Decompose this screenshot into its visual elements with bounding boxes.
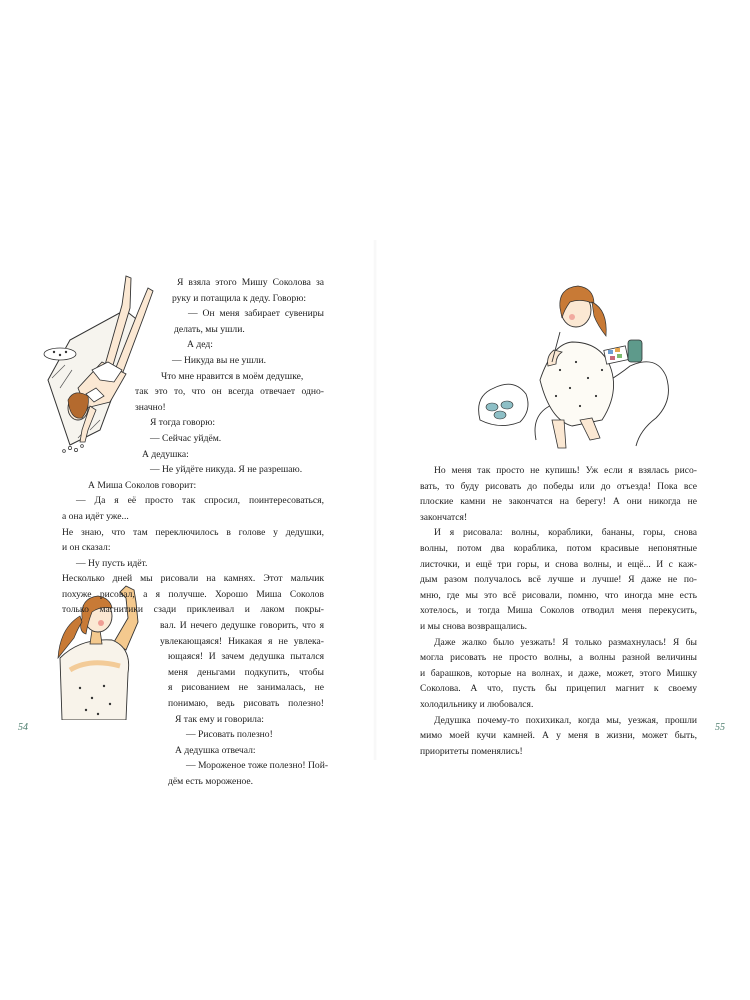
text-line: — Ну пусть идёт. [76,557,148,569]
text-line: Я взяла этого Мишу Соколова за [177,277,324,288]
page-number-left: 54 [18,722,28,733]
text-line: понимаю, ведь рисовать полезно! [168,698,324,710]
right-page [375,0,750,1000]
text-line: Соколова. А что, пусть бы прицепил магнит к своему [420,683,697,695]
text-line: А дедушка отвечал: [175,744,256,756]
text-line: Несколько дней мы рисовали на камнях. Этот мальчик [62,573,324,585]
left-page-text [62,275,329,790]
text-line: ющаяся! И зачем дедушка пытался [168,651,324,663]
text-line: мню, где мы это всё рисовали, помню, что иногда мне есть [420,589,697,601]
text-line: дём есть мороженое. [168,776,254,787]
text-line: — Да я её просто так спросил, поинтересоваться, [76,495,324,507]
text-line: волны, потом два кораблика, потом красивые непонятные [420,542,697,554]
text-line: значно! [135,401,166,413]
text-line: Я тогда говорю: [150,417,216,429]
text-line: увлекающаяся! Никакая я не увлека- [160,635,324,647]
text-line: Я так ему и говорила: [175,713,264,725]
text-line: я рисованием не занималась, не [168,682,324,694]
text-line: так это то, что он всегда отвечает одно- [135,386,324,398]
text-line: дым разом получалось всё лучше и лучше! Я даже не по- [420,574,697,586]
page-number-right: 55 [715,722,725,733]
text-line: листочки, и ещё три горы, и снова волны, и ещё... И с каж- [420,558,697,570]
text-line: меня деньгами подкупить, чтобы [168,666,324,678]
text-line: — Мороженое тоже полезно! Пой- [186,760,329,772]
text-line: мимо моей кучи камней. А у меня в жизни, может быть, [420,730,697,742]
text-line: Даже жалко было уезжать! Я только размахнулась! Я бы [434,636,697,648]
text-line: приоритеты поменялись! [420,745,523,757]
text-line: — Он меня забирает сувениры [188,308,324,320]
text-line: холодильнику и любовался. [420,698,534,710]
right-page-text [420,463,697,759]
text-line: и мы снова возвращались. [420,620,528,632]
text-line: плоские камни не закончатся на берегу! А они никогда не [420,496,697,508]
text-line: Но меня так просто не купишь! Уж если я взялась рисо- [434,465,697,476]
text-line: — Сейчас уйдём. [150,432,222,444]
text-line: могла рисовать не просто волны, а волны разной величины [420,652,697,664]
text-line: и барашков, которые на волнах, и даже, может, этого Мишку [420,667,697,679]
text-line: А Миша Соколов говорит: [88,479,197,491]
text-line: — Не уйдёте никуда. Я не разрешаю. [150,464,303,476]
text-line: хотелось, и тогда Миша Соколов отводил меня перекусить, [420,605,697,617]
text-line: — Рисовать полезно! [186,729,273,741]
text-line: Дедушка почему-то похихикал, когда мы, уезжая, прошли [434,714,697,726]
text-line: Не знаю, что там переключилось в голове у дедушки, [62,526,324,538]
text-line: руку и потащила к деду. Говорю: [172,292,307,304]
text-line: Что мне нравится в моём дедушке, [161,370,304,382]
text-line: И я рисовала: волны, кораблики, бананы, горы, снова [434,527,697,539]
text-line: вал. И нечего дедушке говорить, что я [160,620,324,632]
text-line: — Никуда вы не ушли. [172,354,266,366]
text-line: только магнитики сзади приклеивал и лаком покры- [62,604,324,616]
text-line: похуже рисовал, а я получше. Хорошо Миша Соколов [62,588,324,600]
text-line: делать, мы ушли. [174,323,245,335]
text-line: вать, то буду рисовать до победы или до отъезда! Пока все [420,480,697,492]
text-line: А дедушка: [142,448,189,460]
text-line: а она идёт уже... [62,510,129,522]
text-line: А дед: [187,339,213,351]
text-line: и он сказал: [62,542,111,554]
text-line: закончатся! [420,511,468,523]
illustration-girl-painting-stones [460,270,675,450]
